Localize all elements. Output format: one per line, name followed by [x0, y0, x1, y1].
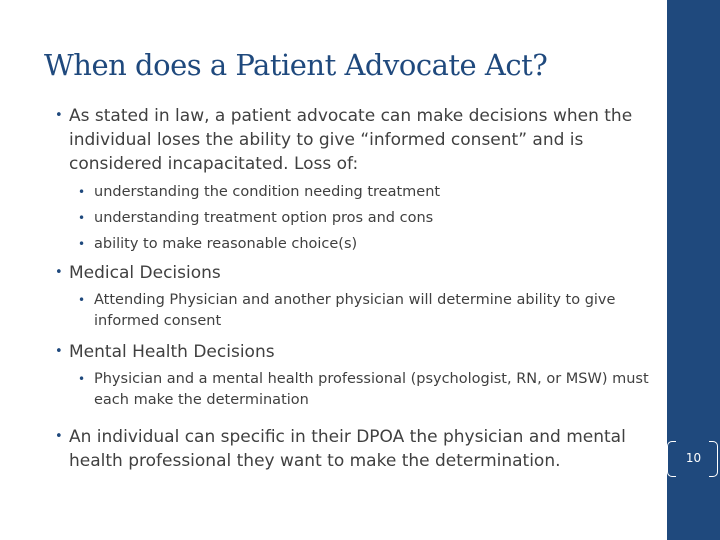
bullet-item — [50, 104, 650, 176]
sub-bullet-item — [50, 290, 650, 332]
bullet-text: An individual can specific in their DPOA the physician and mental health professional they want to make the determination. — [69, 427, 626, 471]
bullet-marker: • — [55, 344, 63, 359]
bullet-item — [50, 261, 650, 285]
sub-bullet-item — [50, 182, 650, 203]
bullet-text: understanding the condition needing treatment — [94, 184, 441, 200]
slide-title: When does a Patient Advocate Act? — [44, 48, 548, 82]
bullet-list — [50, 104, 650, 473]
bullet-text: As stated in law, a patient advocate can make decisions when the individual loses the ability to give “informed consent” and is considered incapacitated. Loss of: — [69, 106, 633, 174]
bullet-text: Mental Health Decisions — [69, 342, 275, 362]
bullet-marker: • — [78, 293, 86, 307]
sub-bullet-item — [50, 208, 650, 229]
slide-number-badge — [667, 441, 720, 477]
bullet-text: Attending Physician and another physician will determine ability to give informed consent — [94, 292, 616, 329]
bullet-marker: • — [78, 211, 86, 225]
bullet-marker: • — [55, 429, 63, 444]
bullet-marker: • — [55, 108, 63, 123]
bullet-item — [50, 425, 650, 473]
slide-number: 10 — [685, 451, 702, 465]
bullet-marker: • — [78, 237, 86, 251]
right-bracket-icon — [709, 441, 718, 477]
bullet-text: Medical Decisions — [69, 263, 221, 283]
bullet-text: Physician and a mental health professional (psychologist, RN, or MSW) must each make the determination — [94, 371, 649, 408]
bullet-text: ability to make reasonable choice(s) — [94, 236, 358, 252]
bullet-marker: • — [78, 372, 86, 386]
bullet-item — [50, 340, 650, 364]
bullet-marker: • — [55, 265, 63, 280]
bullet-text: understanding treatment option pros and cons — [94, 210, 434, 226]
sub-bullet-item — [50, 369, 650, 411]
sub-bullet-item — [50, 234, 650, 255]
bullet-marker: • — [78, 185, 86, 199]
